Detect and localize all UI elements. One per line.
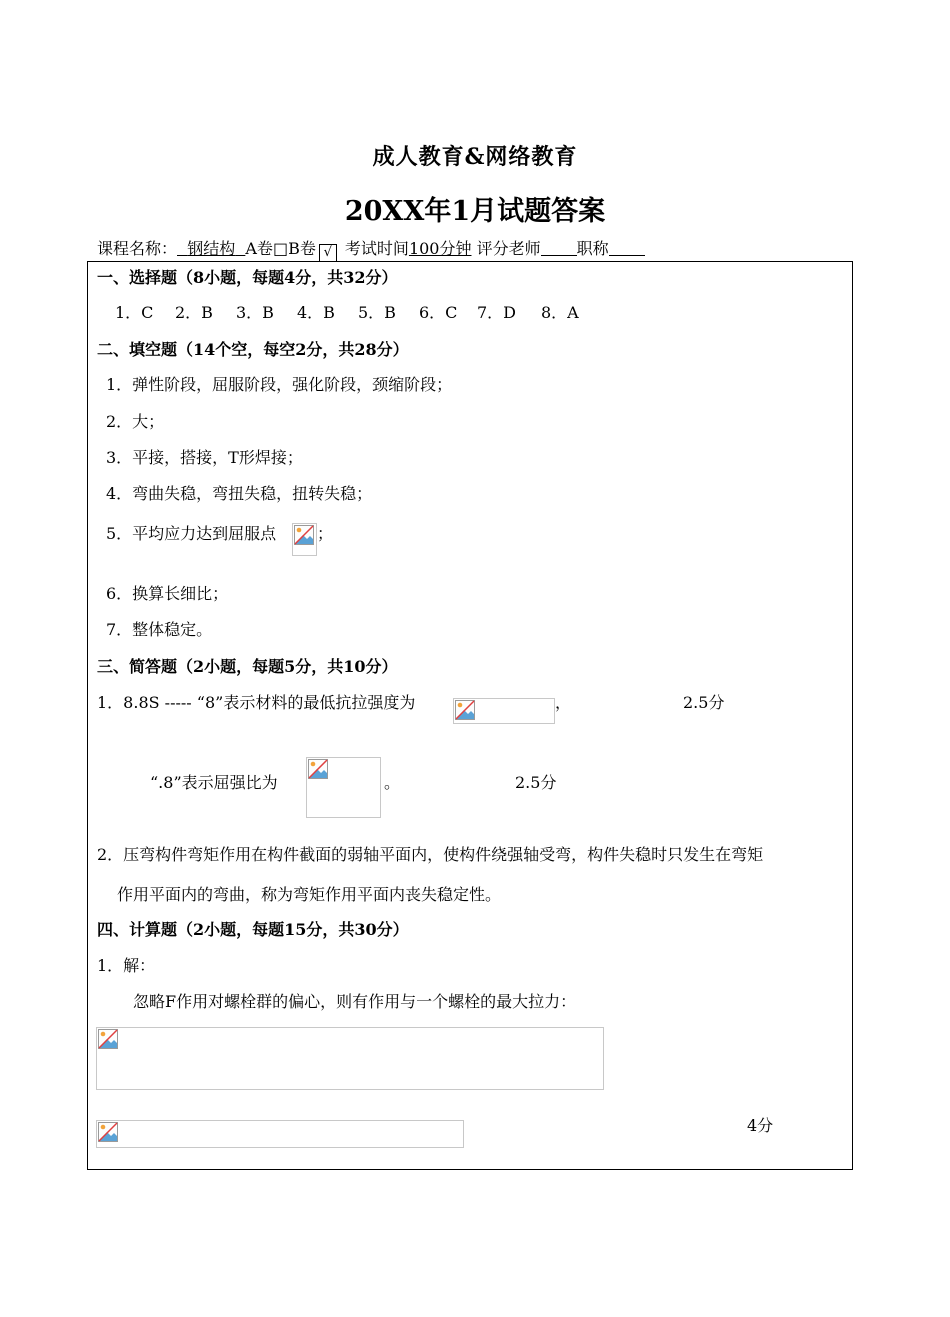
institution-title: 成人教育&网络教育 — [372, 144, 578, 170]
formula-image — [292, 523, 317, 556]
comma: ， — [555, 693, 572, 712]
formula-image — [96, 1027, 604, 1090]
period: 。 — [384, 773, 401, 792]
choice-answer: 5．B — [358, 303, 396, 322]
fill-answer-5: 5．平均应力达到屈服点 — [106, 524, 277, 543]
score-label: 2.5分 — [683, 693, 725, 712]
grader-label: 评分老师 — [476, 239, 541, 258]
calc-answer-1-label: 1．解： — [97, 956, 156, 975]
fill-answer-4: 4．弯曲失稳，弯扭失稳，扭转失稳； — [106, 484, 373, 503]
choice-answer: 6．C — [419, 303, 458, 322]
formula-image — [306, 757, 381, 818]
short-answer-2-line-2: 作用平面内的弯曲，称为弯矩作用平面内丧失稳定性。 — [117, 885, 502, 904]
course-info-line — [97, 236, 645, 262]
fill-answer-5-tail: ； — [317, 524, 334, 543]
fill-answer-7: 7．整体稳定。 — [106, 620, 213, 639]
exam-time-label: 考试时间 — [344, 239, 409, 258]
title-blank — [609, 241, 645, 256]
short-answer-2-line-1: 2．压弯构件弯矩作用在构件截面的弱轴平面内，使构件绕强轴受弯，构件失稳时只发生在弯矩 — [97, 845, 764, 864]
paper-a-label: A卷 — [245, 239, 273, 258]
fill-answer-3: 3．平接，搭接，T形焊接； — [106, 448, 303, 467]
score-label: 4分 — [747, 1116, 774, 1135]
fill-answer-2: 2．大； — [106, 412, 165, 431]
paper-b-label: B卷 — [288, 239, 316, 258]
exam-time-value: 100分钟 — [408, 239, 472, 258]
broken-image-icon — [98, 1122, 118, 1142]
choice-answer: 8．A — [541, 303, 579, 322]
course-name: 钢结构 — [187, 239, 236, 258]
broken-image-icon — [98, 1029, 118, 1049]
title-label: 职称 — [576, 239, 609, 258]
score-label: 2.5分 — [515, 773, 557, 792]
formula-image — [96, 1120, 464, 1148]
course-label: 课程名称： — [97, 239, 178, 258]
choice-answer: 1．C — [115, 303, 154, 322]
choice-answers — [115, 300, 579, 323]
choice-answer: 4．B — [297, 303, 335, 322]
choice-answer: 7．D — [477, 303, 517, 322]
section-4-heading: 四、计算题（2小题，每题15分，共30分） — [97, 920, 409, 939]
section-2-heading: 二、填空题（14个空，每空2分，共28分） — [97, 340, 409, 359]
short-answer-1-line-2: “.8”表示屈强比为 — [150, 773, 278, 792]
paper-b-checkbox: √ — [319, 244, 337, 262]
exam-title: 20XX年1月试题答案 — [344, 196, 606, 227]
calc-answer-1-text: 忽略F作用对螺栓群的偏心，则有作用与一个螺栓的最大拉力： — [133, 992, 577, 1011]
grader-blank — [541, 241, 577, 256]
paper-a-box: □ — [272, 239, 289, 258]
short-answer-1-line-1: 1．8.8S ----- “8”表示材料的最低抗拉强度为 — [97, 693, 416, 712]
choice-answer: 3．B — [236, 303, 274, 322]
broken-image-icon — [455, 700, 475, 720]
fill-answer-1: 1．弹性阶段，屈服阶段，强化阶段，颈缩阶段； — [106, 375, 453, 394]
section-1-heading: 一、选择题（8小题，每题4分，共32分） — [97, 268, 398, 287]
fill-answer-6: 6．换算长细比； — [106, 584, 229, 603]
formula-image — [453, 698, 555, 724]
broken-image-icon — [308, 759, 328, 779]
choice-answer: 2．B — [175, 303, 213, 322]
broken-image-icon — [294, 525, 314, 545]
section-3-heading: 三、简答题（2小题，每题5分，共10分） — [97, 657, 398, 676]
